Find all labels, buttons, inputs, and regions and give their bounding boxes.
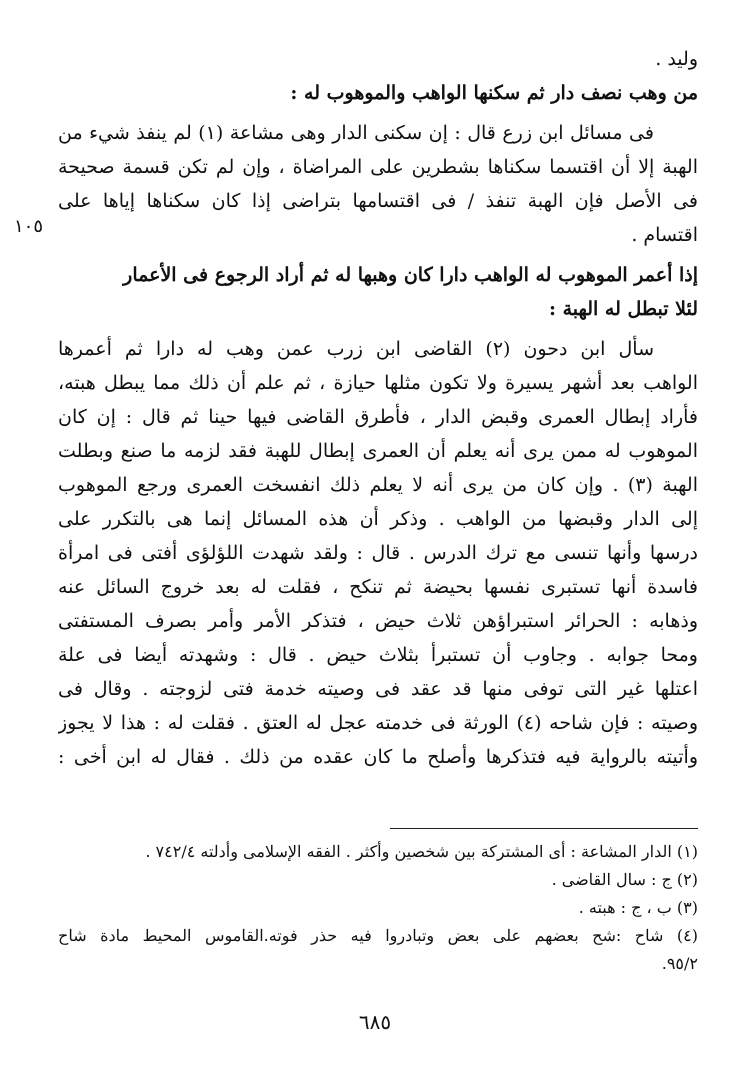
paragraph-1-line: الهبة إلا أن اقتسما سكناها بشطرين على المراضاة ، وإن لم تكن قسمة صحيحة: [58, 156, 698, 178]
paragraph-2-line: وصيته : فإن شاحه (٤) الورثة فى خدمته عجل له العتق . فقلت له : هذا لا يجوز: [58, 712, 698, 734]
footnote: (١) الدار المشاعة : أى المشتركة بين شخصين وأكثر . الفقه الإسلامى وأدلته ٧٤٢/٤ .: [145, 842, 698, 861]
paragraph-2-line: الموهوب له ممن يرى أنه يعلم أن العمرى إبطال للهبة فقد لزمه ما صنع وبطلت: [58, 440, 698, 462]
margin-folio-number: ١٠٥: [14, 216, 44, 237]
opening-line: وليد .: [655, 48, 698, 70]
paragraph-2-line: الواهب بعد أشهر يسيرة ولا تكون مثلها حيازة ، ثم علم أن ذلك مما يبطل هبته،: [58, 372, 698, 394]
paragraph-2-line: اعتلها غير التى توفى منها قد عقد فى وصيته خدمة فتى لزوجته . وقال فى: [58, 678, 698, 700]
paragraph-2-line: سأل ابن دحون (٢) القاضى ابن زرب عمن وهب له دارا ثم أعمرها: [58, 338, 654, 360]
main-text: [58, 42, 698, 774]
paragraph-2-line: وذهابه : الحرائر استبراؤهن ثلاث حيض ، فتذكر الأمر وأمر بصرف المستفتى: [58, 610, 698, 632]
section-heading-1: من وهب نصف دار ثم سكنها الواهب والموهوب له :: [290, 82, 698, 104]
footnote: (٢) ج : سال القاضى .: [551, 870, 698, 889]
paragraph-1-line: فى الأصل فإن الهبة تنفذ / فى اقتسامها بتراضى إذا كان سكناها إياها على: [58, 190, 698, 212]
paragraph-2-line: إلى الدار وقبضها من الواهب . وذكر أن هذه المسائل إنما هى بالتكرر على: [58, 508, 698, 530]
paragraph-2-line: فأراد إبطال العمرى وقبض الدار ، فأطرق القاضى فيها حينا ثم قال : إن كان: [58, 406, 698, 428]
footnotes: [58, 838, 698, 978]
paragraph-1-line: اقتسام .: [631, 224, 698, 246]
section-heading-2-cont: لئلا تبطل له الهبة :: [548, 298, 698, 320]
paragraph-2-line: وأتيته بالرواية فيه فتذكرها وأصلح ما كان عقده من ذلك . فقال له ابن أخى :: [58, 746, 698, 768]
page-number: ٦٨٥: [358, 1010, 392, 1034]
paragraph-2-line: درسها وأنها تنسى مع ترك الدرس . قال : ولقد شهدت اللؤلؤى أفتى فى امرأة: [58, 542, 698, 564]
paragraph-2-line: الهبة (٣) . وإن كان من يرى أنه لا يعلم ذلك انفسخت العمرى ورجع الموهوب: [58, 474, 698, 496]
paragraph-2-line: فاسدة أنها تستبرى نفسها بحيضة ثم تنكح ، فقلت له بعد خروج السائل عنه: [58, 576, 698, 598]
paragraph-2-line: ومحا جوابه . وجاوب أن تستبرأ بثلاث حيض . قال : وشهدته أيضا فى علة: [58, 644, 698, 666]
paragraph-1-line: فى مسائل ابن زرع قال : إن سكنى الدار وهى مشاعة (١) لم ينفذ شيء من: [58, 122, 654, 144]
footnote: (٤) شاح :شح بعضهم على بعض وتبادروا فيه حذر فوته.القاموس المحيط مادة شاح: [58, 926, 698, 945]
footnote: (٣) ب ، ج : هبته .: [578, 898, 698, 917]
footnote-divider: [390, 828, 698, 829]
footnote-continuation: ٩٥/٢.: [661, 954, 698, 973]
section-heading-2: إذا أعمر الموهوب له الواهب دارا كان وهبها له ثم أراد الرجوع فى الأعمار: [123, 264, 698, 286]
